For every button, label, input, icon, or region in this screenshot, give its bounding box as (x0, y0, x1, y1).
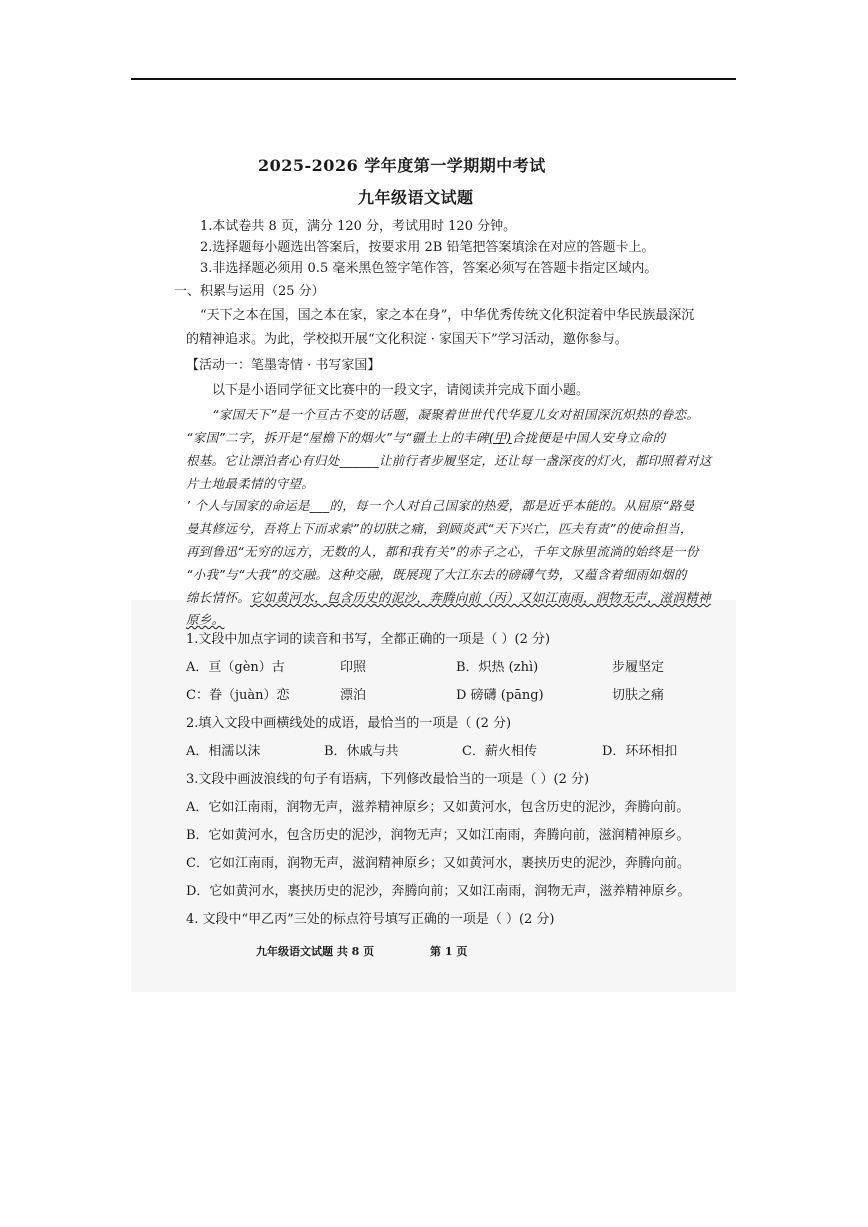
reading-lead: 以下是小语同学征文比赛中的一段文字，请阅读并完成下面小题。 (212, 383, 590, 398)
q3-option-c: C．它如江南雨，润物无声，滋润精神原乡；又如黄河水，裹挟历史的泥沙，奔腾向前。 (186, 856, 690, 871)
blank-underline: ______ (339, 453, 379, 468)
passage-line: 片土地最柔情的守望。 (186, 476, 315, 491)
section-heading: 一、积累与运用（25 分） (174, 284, 325, 299)
q1-option-b: B．炽热 (zhì) (456, 660, 539, 675)
scan-background (131, 600, 736, 992)
exam-title: 2025-2026 学年度第一学期期中考试 (258, 156, 546, 175)
wavy-sentence-end: 原乡。 (186, 612, 225, 627)
question-1: 1.文段中加点字词的读音和书写，全都正确的一项是（ ）(2 分) (186, 632, 551, 647)
footer-left: 九年级语文试题 共 8 页 (256, 945, 375, 958)
mark-jia: (甲) (488, 430, 512, 445)
q1-option-c-word: 漂泊 (340, 688, 367, 703)
q2-option-d: D．环环相扣 (602, 744, 678, 759)
passage-line: 曼其修远兮，吾将上下而求索”的切肤之痛，到顾炎武“天下兴亡，匹夫有责”的使命担当， (186, 521, 693, 536)
intro-line-1: “天下之本在国，国之本在家，家之本在身”，中华优秀传统文化积淀着中华民族最深沉 (200, 308, 695, 323)
q2-option-b: B．休戚与共 (324, 744, 399, 759)
passage-line: “小我”与“大我”的交融。这种交融，既展现了大江东去的磅礴气势，又蕴含着细雨如烟的 (186, 567, 687, 582)
passage-line: 再到鲁迅“无穷的远方，无数的人，都和我有关”的赤子之心，千年文脉里流淌的始终是一份 (186, 544, 699, 559)
wavy-sentence: 它如黄河水，包含历史的泥沙，奔腾向前（丙）又如江南雨，润物无声，滋润精神 (250, 590, 711, 605)
q2-option-c: C．薪火相传 (462, 744, 537, 759)
question-3: 3.文段中画波浪线的句子有语病，下列修改最恰当的一项是（ ）(2 分) (186, 772, 590, 787)
passage-line: ’ 个人与国家的命运是___的，每一个人对自己国家的热爱，都是近乎本能的。从屈原“路曼 (186, 498, 695, 513)
q1-option-c: C：眷（juàn）恋 (186, 688, 290, 703)
passage-line: 绵长情怀。它如黄河水，包含历史的泥沙，奔腾向前（丙）又如江南雨，润物无声，滋润精神 (186, 590, 711, 605)
blank-underline: ___ (309, 498, 330, 513)
exam-subtitle: 九年级语文试题 (358, 188, 474, 207)
passage-line: “家国天下”是一个亘古不变的话题，凝聚着世世代代华夏儿女对祖国深沉炽热的眷恋。 (212, 407, 700, 422)
activity-heading: 【活动一：笔墨寄情 · 书写家国】 (186, 358, 381, 373)
q1-option-d-word: 切肤之痛 (612, 688, 665, 703)
q1-option-a: A．亘（gèn）古 (186, 660, 285, 675)
passage-line (186, 612, 224, 628)
q2-option-a: A．相濡以沫 (186, 744, 261, 759)
instruction-2: 2.选择题每小题选出答案后，按要求用 2B 铅笔把答案填涂在对应的答题卡上。 (200, 240, 655, 255)
q1-option-d: D 磅礴 (pāng) (456, 688, 544, 703)
question-4: 4. 文段中“甲乙丙”三处的标点符号填写正确的一项是（ ）(2 分) (186, 912, 555, 927)
q1-option-a-word: 印照 (340, 660, 367, 675)
instruction-3: 3.非选择题必须用 0.5 毫米黑色签字笔作答，答案必须写在答题卡指定区域内。 (200, 261, 658, 276)
question-2: 2.填入文段中画横线处的成语，最恰当的一项是（ (2 分) (186, 716, 512, 731)
intro-line-2: 的精神追求。为此，学校拟开展“文化积淀 · 家国天下”学习活动，邀你参与。 (186, 332, 628, 347)
passage-line: “家国”二字，拆开是“屋檐下的烟火”与“疆土上的丰碑(甲)合拢便是中国人安身立命的 (186, 430, 666, 445)
passage-line: 根基。它让漂泊者心有归处______让前行者步履坚定，还让每一盏深夜的灯火，都印照着对这 (186, 453, 712, 468)
q3-option-d: D．它如黄河水，裹挟历史的泥沙，奔腾向前；又如江南雨，润物无声，滋养精神原乡。 (186, 884, 691, 899)
q1-option-b-word: 步履坚定 (612, 660, 665, 675)
top-rule (131, 78, 736, 80)
q3-option-b: B．它如黄河水，包含历史的泥沙，润物无声；又如江南雨，奔腾向前，滋润精神原乡。 (186, 828, 690, 843)
instruction-1: 1.本试卷共 8 页，满分 120 分，考试用时 120 分钟。 (200, 219, 517, 234)
footer-page: 第 1 页 (430, 945, 468, 958)
q3-option-a: A．它如江南雨，润物无声，滋养精神原乡；又如黄河水，包含历史的泥沙，奔腾向前。 (186, 800, 690, 815)
